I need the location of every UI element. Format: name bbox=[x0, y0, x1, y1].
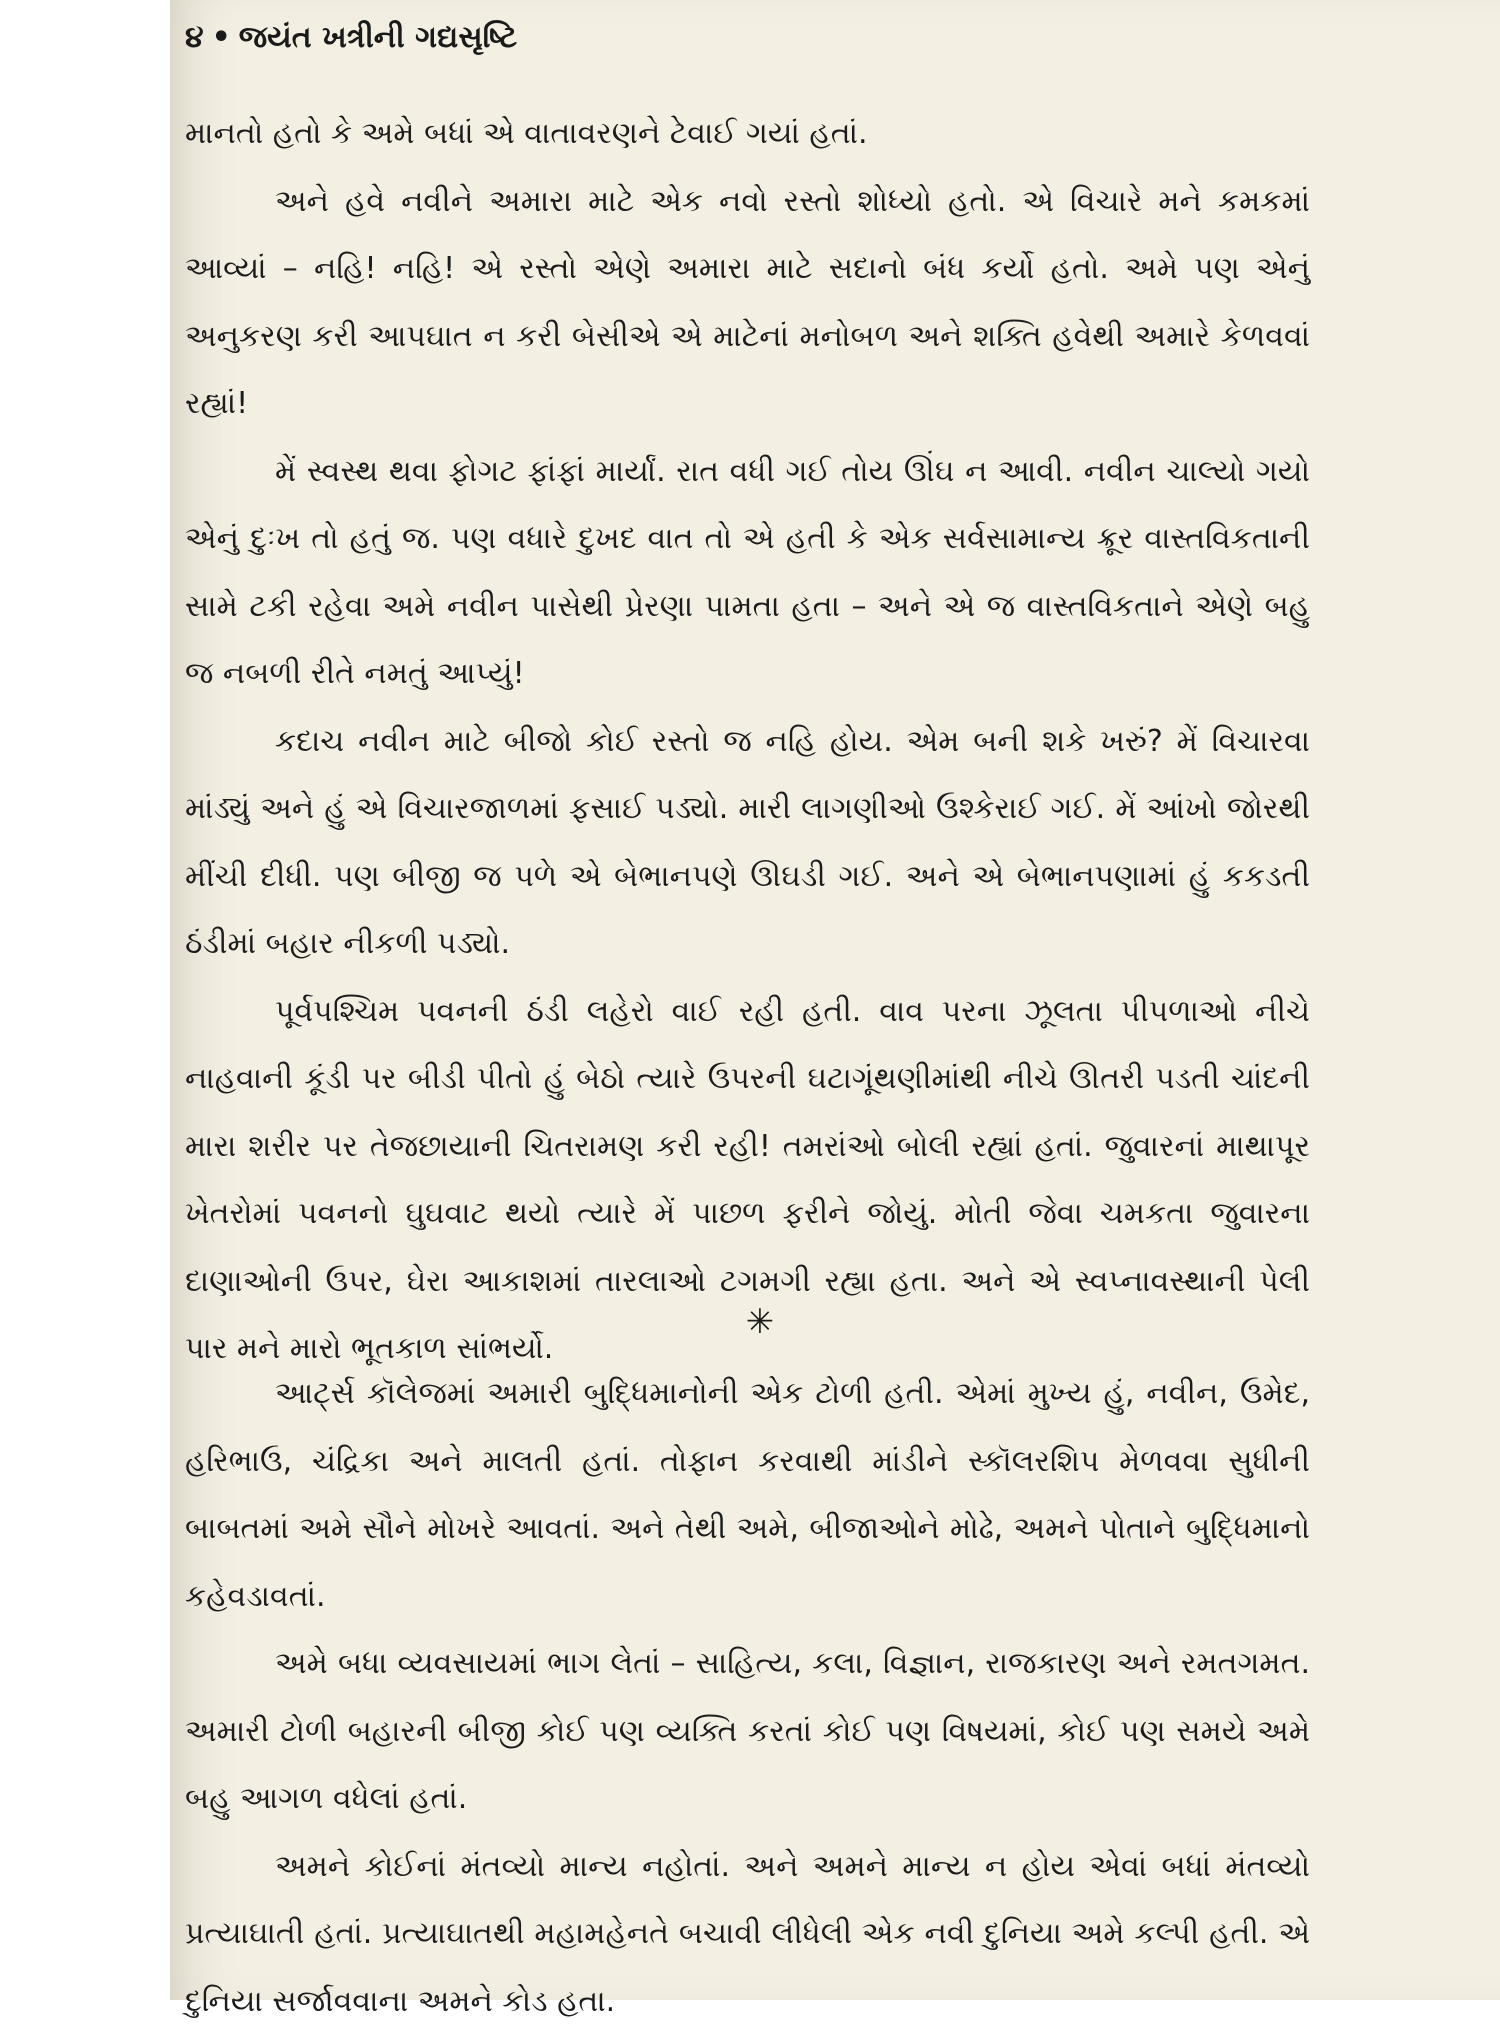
paragraph: અમે બધા વ્યવસાયમાં ભાગ લેતાં – સાહિત્ય, કલા, વિજ્ઞાન, રાજકારણ અને રમતગમત. અમારી ટોળી બહારની બીજી કોઈ પણ વ્યક્તિ કરતાં કોઈ પણ વિષયમાં, કોઈ પણ સમયે અમે બહુ આગળ વધેલાં હતાં. bbox=[185, 1630, 1310, 1833]
section-separator bbox=[0, 1302, 1500, 1342]
book-title: જયંત ખત્રીની ગદ્યસૃષ્ટિ bbox=[239, 20, 517, 55]
page-margin bbox=[0, 0, 170, 2000]
section-one-text bbox=[185, 100, 1310, 1383]
paragraph: કદાચ નવીન માટે બીજો કોઈ રસ્તો જ નહિ હોય. એમ બની શકે ખરું? મેં વિચારવા માંડ્યું અને હું એ વિચારજાળમાં ફસાઈ પડ્યો. મારી લાગણીઓ ઉશ્કેરાઈ ગઈ. મેં આંખો જોરથી મીંચી દીધી. પણ બીજી જ પળે એ બેભાનપણે ઊઘડી ગઈ. અને એ બેભાનપણામાં હું કકડતી ઠંડીમાં બહાર નીકળી પડ્યો. bbox=[185, 708, 1310, 978]
running-header bbox=[185, 20, 517, 55]
paragraph: પૂર્વપશ્ચિમ પવનની ઠંડી લહેરો વાઈ રહી હતી. વાવ પરના ઝૂલતા પીપળાઓ નીચે નાહવાની કૂંડી પર બીડી પીતો હું બેઠો ત્યારે ઉપરની ઘટાગૂંથણીમાંથી નીચે ઊતરી પડતી ચાંદની મારા શરીર પર તેજછાયાની ચિતરામણ કરી રહી! તમરાંઓ બોલી રહ્યાં હતાં. જુવારનાં માથાપૂર ખેતરોમાં પવનનો ઘુઘવાટ થયો ત્યારે મેં પાછળ ફરીને જોયું. મોતી જેવા ચમકતા જુવારના દાણાઓની ઉપર, ઘેરા આકાશમાં તારલાઓ ટગમગી રહ્યા હતા. અને એ સ્વપ્નાવસ્થાની પેલી પાર મને મારો ભૂતકાળ સાંભર્યો. bbox=[185, 978, 1310, 1383]
asterisk-icon: ✳ bbox=[746, 1302, 775, 1342]
paragraph: માનતો હતો કે અમે બધાં એ વાતાવરણને ટેવાઈ ગયાં હતાં. bbox=[185, 100, 1310, 168]
paragraph: અને હવે નવીને અમારા માટે એક નવો રસ્તો શોધ્યો હતો. એ વિચારે મને કમકમાં આવ્યાં – નહિ! નહિ! એ રસ્તો એણે અમારા માટે સદાનો બંધ કર્યો હતો. અમે પણ એનું અનુકરણ કરી આપઘાત ન કરી બેસીએ એ માટેનાં મનોબળ અને શક્તિ હવેથી અમારે કેળવવાં રહ્યાં! bbox=[185, 168, 1310, 438]
page-number: ૪ bbox=[185, 20, 204, 55]
section-two-text bbox=[185, 1360, 1310, 2035]
header-separator: • bbox=[212, 20, 231, 55]
paragraph: મેં સ્વસ્થ થવા ફોગટ ફાંફાં માર્યાં. રાત વધી ગઈ તોય ઊંઘ ન આવી. નવીન ચાલ્યો ગયો એનું દુઃખ તો હતું જ. પણ વધારે દુખદ વાત તો એ હતી કે એક સર્વસામાન્ય ક્રૂર વાસ્તવિકતાની સામે ટકી રહેવા અમે નવીન પાસેથી પ્રેરણા પામતા હતા – અને એ જ વાસ્તવિકતાને એણે બહુ જ નબળી રીતે નમતું આપ્યું! bbox=[185, 438, 1310, 708]
paragraph: અમને કોઈનાં મંતવ્યો માન્ય નહોતાં. અને અમને માન્ય ન હોય એવાં બધાં મંતવ્યો પ્રત્યાઘાતી હતાં. પ્રત્યાઘાતથી મહામહેનતે બચાવી લીધેલી એક નવી દુનિયા અમે કલ્પી હતી. એ દુનિયા સર્જાવવાના અમને કોડ હતા. bbox=[185, 1833, 1310, 2035]
paragraph: આર્ટ્સ કૉલેજમાં અમારી બુદ્ધિમાનોની એક ટોળી હતી. એમાં મુખ્ય હું, નવીન, ઉમેદ, હરિભાઉ, ચંદ્રિકા અને માલતી હતાં. તોફાન કરવાથી માંડીને સ્કૉલરશિપ મેળવવા સુધીની બાબતમાં અમે સૌને મોખરે આવતાં. અને તેથી અમે, બીજાઓને મોઢે, અમને પોતાને બુદ્ધિમાનો કહેવડાવતાં. bbox=[185, 1360, 1310, 1630]
